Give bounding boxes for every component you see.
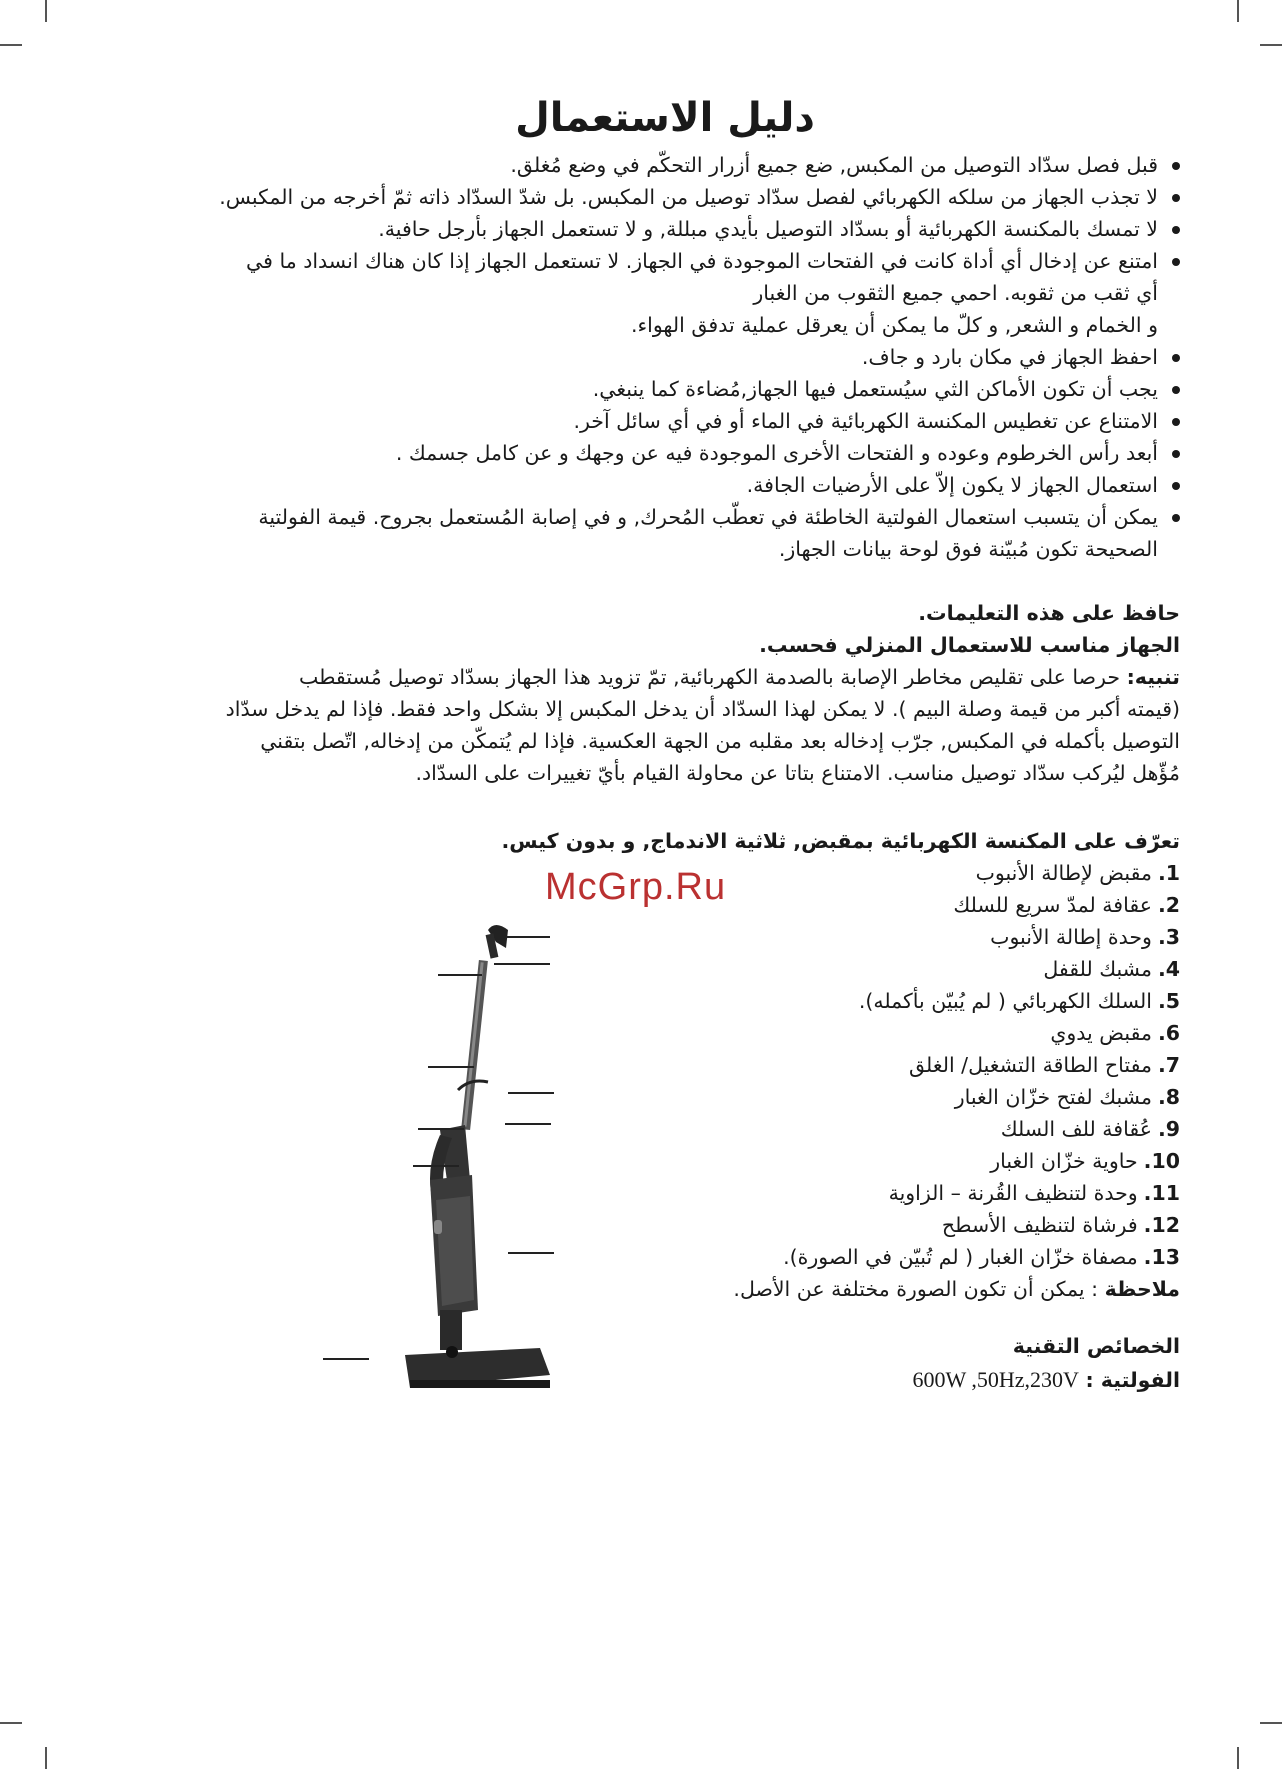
part-label: وحدة إطالة الأنبوب <box>990 925 1152 949</box>
leader-line <box>494 936 550 938</box>
crop-mark <box>1237 1747 1239 1769</box>
safety-rule-line: يجب أن تكون الأماكن الثي سيُستعمل فيها الجهاز,مُضاءة كما ينبغي. <box>592 377 1158 401</box>
leader-line <box>413 1165 459 1167</box>
leader-line <box>494 963 550 965</box>
part-label: مشبك لفتح خزّان الغبار <box>954 1085 1152 1109</box>
safety-rule <box>150 181 1180 213</box>
leader-line <box>505 1123 551 1125</box>
part-item <box>150 1017 1180 1049</box>
part-item <box>150 1113 1180 1145</box>
part-number: 8. <box>1157 1085 1180 1109</box>
safety-rule <box>150 373 1180 405</box>
leader-line <box>428 1066 474 1068</box>
warning-line: التوصيل بأكمله في المكبس, جرّب إدخاله بعد مقلبه من الجهة العكسية. فإذا لم يُتمكّن من إدخاله, اتّصل بتقني <box>260 729 1180 753</box>
part-label: مصفاة خزّان الغبار ( لم تُبيّن في الصورة). <box>783 1245 1138 1269</box>
part-item <box>150 1177 1180 1209</box>
part-number: 12. <box>1143 1213 1180 1237</box>
safety-rule <box>150 341 1180 373</box>
specs-title: الخصائص التقنية <box>1012 1334 1180 1358</box>
part-label: مشبك للقفل <box>1043 957 1152 981</box>
crop-mark <box>0 44 22 46</box>
warning-paragraph <box>150 661 1180 789</box>
leader-line <box>508 1092 554 1094</box>
safety-rule-line: أي ثقب من ثقوبه. احمي جميع الثقوب من الغبار <box>753 281 1158 305</box>
safety-rules-list <box>150 149 1180 565</box>
safety-rule-line: احفظ الجهاز في مكان بارد و جاف. <box>861 345 1158 369</box>
document-page <box>150 95 1180 1397</box>
part-item <box>150 1049 1180 1081</box>
safety-rule-line: الصحيحة تكون مُبيّنة فوق لوحة بيانات الجهاز. <box>778 537 1158 561</box>
remark-note <box>150 1273 1180 1305</box>
part-label: عُقافة للف السلك <box>1000 1117 1152 1141</box>
page-title: دليل الاستعمال <box>515 95 815 141</box>
crop-mark <box>45 1747 47 1769</box>
voltage-value: 600W ,50Hz,230V <box>912 1367 1079 1392</box>
safety-rule <box>150 405 1180 437</box>
leader-line <box>418 1128 464 1130</box>
watermark: McGrp.Ru <box>545 866 727 908</box>
safety-rule-line: لا تمسك بالمكنسة الكهربائية أو بسدّاد التوصيل بأيدي مبللة, و لا تستعمل الجهاز بأرجل حافية. <box>378 217 1158 241</box>
safety-rule <box>150 245 1180 309</box>
warning-text: حرصا على تقليص مخاطر الإصابة بالصدمة الكهربائية, تمّ تزويد هذا الجهاز بسدّاد توصيل مُستقطب <box>298 665 1121 689</box>
part-number: 7. <box>1157 1053 1180 1077</box>
part-label: مقبض لإطالة الأنبوب <box>975 861 1152 885</box>
warning-line <box>150 661 1180 693</box>
part-number: 5. <box>1157 989 1180 1013</box>
part-item <box>150 921 1180 953</box>
part-label: فرشاة لتنظيف الأسطح <box>941 1213 1138 1237</box>
part-item <box>150 1145 1180 1177</box>
part-label: وحدة لتنظيف القُرنة – الزاوية <box>888 1181 1138 1205</box>
safety-rule-line: الامتناع عن تغطيس المكنسة الكهربائية في الماء أو في أي سائل آخر. <box>573 409 1158 433</box>
part-label: مفتاح الطاقة التشغيل/ الغلق <box>908 1053 1152 1077</box>
household-only-note: الجهاز مناسب للاستعمال المنزلي فحسب. <box>759 633 1180 657</box>
part-label: عقافة لمدّ سريع للسلك <box>953 893 1152 917</box>
leader-line <box>508 1252 554 1254</box>
crop-mark <box>1260 44 1282 46</box>
safety-rule <box>150 213 1180 245</box>
crop-mark <box>1260 1722 1282 1724</box>
warning-line: (قيمته أكبر من قيمة وصلة البيم ). لا يمكن لهذا السدّاد أن يدخل المكبس إلا بشكل واحد فقط. فإذا لم يدخل سدّاد <box>225 697 1180 721</box>
parts-title: تعرّف على المكنسة الكهربائية بمقبض, ثلاثية الاندماج, و بدون كيس. <box>501 829 1180 853</box>
part-item <box>150 1209 1180 1241</box>
part-number: 9. <box>1157 1117 1180 1141</box>
safety-rule <box>150 437 1180 469</box>
part-label: حاوية خزّان الغبار <box>990 1149 1138 1173</box>
part-label: مقبض يدوي <box>1050 1021 1152 1045</box>
safety-rule <box>150 149 1180 181</box>
part-number: 6. <box>1157 1021 1180 1045</box>
leader-line <box>323 1358 369 1360</box>
part-label: السلك الكهربائي ( لم يُبيّن بأكمله). <box>858 989 1152 1013</box>
safety-rule-line: استعمال الجهاز لا يكون إلاّ على الأرضيات الجافة. <box>746 473 1158 497</box>
part-number: 11. <box>1143 1181 1180 1205</box>
part-number: 4. <box>1157 957 1180 981</box>
safety-rule-line: أبعد رأس الخرطوم وعوده و الفتحات الأخرى الموجودة فيه عن وجهك و عن كامل جسمك . <box>395 441 1158 465</box>
remark-text: : يمكن أن تكون الصورة مختلفة عن الأصل. <box>733 1277 1099 1301</box>
safety-rule-line: و الخمام و الشعر, و كلّ ما يمكن أن يعرقل عملية تدفق الهواء. <box>630 313 1158 337</box>
notes-section <box>150 597 1180 789</box>
part-number: 13. <box>1143 1245 1180 1269</box>
remark-label: ملاحظة <box>1104 1277 1180 1301</box>
crop-mark <box>1237 0 1239 22</box>
part-item <box>150 953 1180 985</box>
part-number: 1. <box>1157 861 1180 885</box>
crop-mark <box>45 0 47 22</box>
warning-line: مُؤّهل ليُركب سدّاد توصيل مناسب. الامتناع بتاتا عن محاولة القيام بأيّ تغييرات على السدّاد. <box>415 761 1180 785</box>
safety-rule-line: لا تجذب الجهاز من سلكه الكهربائي لفصل سدّاد توصيل من المكبس. بل شدّ السدّاد ذاته ثمّ أخرجه من المكبس. <box>219 185 1158 209</box>
part-number: 10. <box>1143 1149 1180 1173</box>
part-item <box>150 985 1180 1017</box>
warning-label: تنبيه: <box>1126 665 1180 689</box>
crop-mark <box>0 1722 22 1724</box>
leader-line <box>438 974 482 976</box>
safety-rule <box>150 309 1180 341</box>
part-number: 3. <box>1157 925 1180 949</box>
part-item <box>150 1081 1180 1113</box>
voltage-label: الفولتية : <box>1085 1368 1180 1392</box>
safety-rule <box>150 469 1180 501</box>
safety-rule-line: يمكن أن يتسبب استعمال الفولتية الخاطئة في تعطّب المُحرك, و في إصابة المُستعمل بجروح. قيمة الفولتية <box>258 505 1158 529</box>
part-number: 2. <box>1157 893 1180 917</box>
safety-rule-line: قبل فصل سدّاد التوصيل من المكبس, ضع جميع أزرار التحكّم في وضع مُغلق. <box>510 153 1158 177</box>
safety-rule-line: امتنع عن إدخال أي أداة كانت في الفتحات الموجودة في الجهاز. لا تستعمل الجهاز إذا كان هناك انسداد ما في <box>246 249 1158 273</box>
vacuum-cleaner-illustration <box>400 920 560 1400</box>
safety-rule <box>150 501 1180 565</box>
specs-voltage <box>150 1363 1180 1397</box>
parts-list <box>150 857 1180 1273</box>
keep-instructions-note: حافظ على هذه التعليمات. <box>918 601 1180 625</box>
part-item <box>150 1241 1180 1273</box>
